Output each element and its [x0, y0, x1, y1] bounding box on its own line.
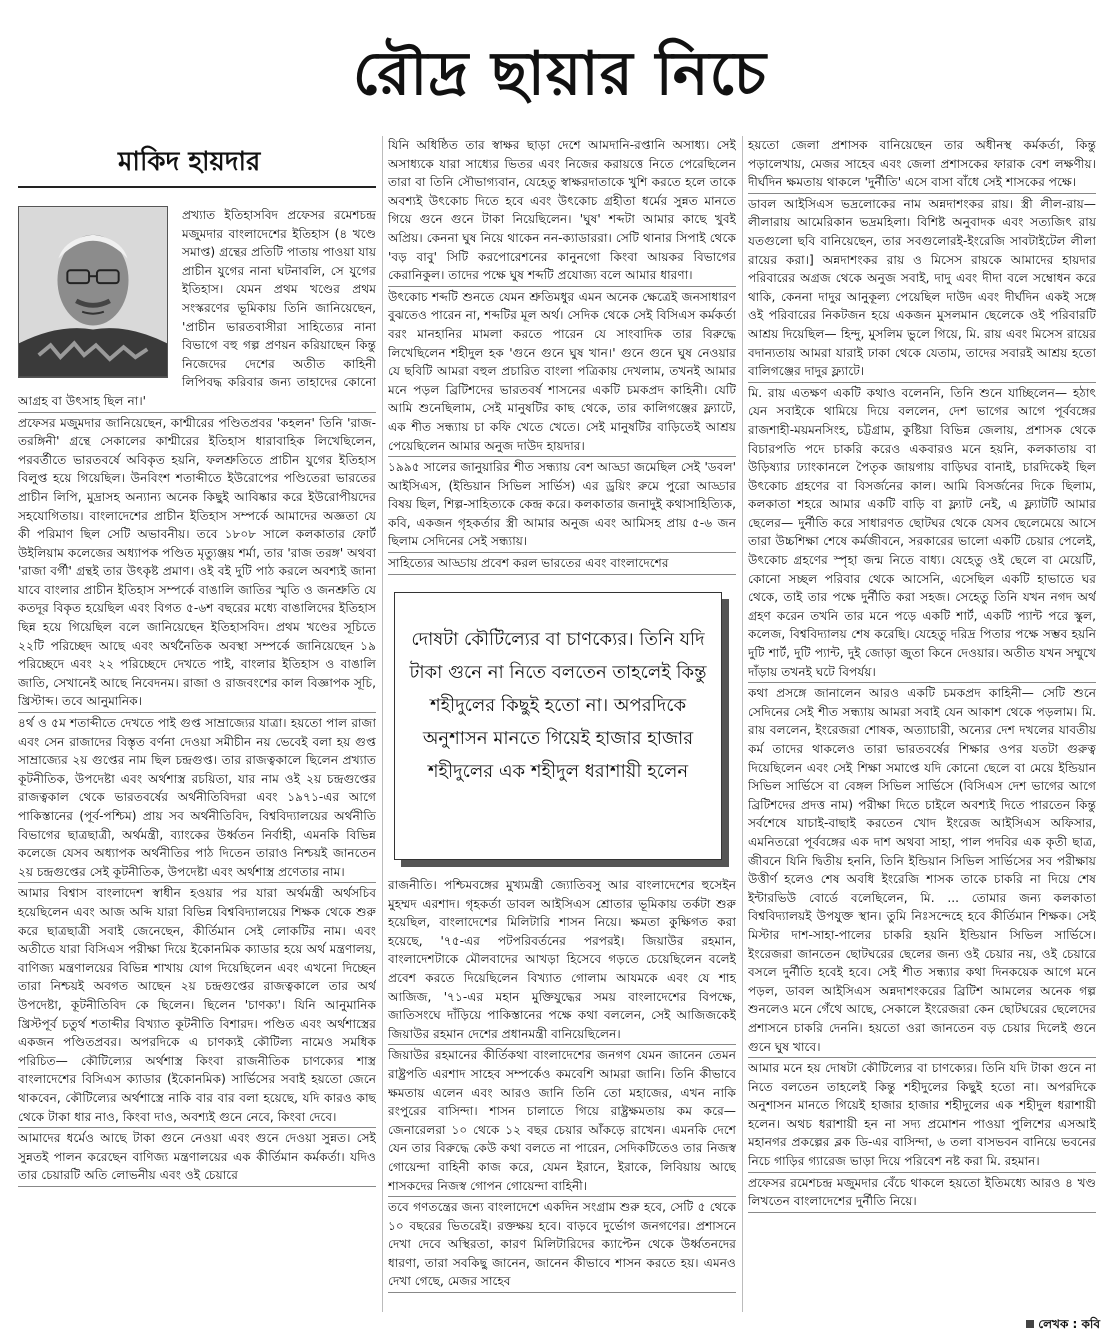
article-paragraph: আমার বিশ্বাস বাংলাদেশ স্বাধীন হওয়ার পর যারা অর্থমন্ত্রী অর্থসচিব হয়েছিলেন এবং আজ অব্দি যারা বিভিন্ন বিশ্ববিদ্যালয়ের শিক্ষক থেকে শুরু করে ছাত্রছাত্রী সবাই জেনেছেন, কীর্তিমান সেই লোকটির নাম। এবং অতীতে যারা বিসিএস পরীক্ষা দিয়ে ইকোনমিক ক্যাডার হয়ে অর্থ মন্ত্রণালয়, বাণিজ্য মন্ত্রণালয়ের বিভিন্ন শাখায় যোগ দিয়েছিলেন এবং এখনো দিচ্ছেন তারা নিশ্চয়ই অবগত আছেন ২য় চন্দ্রগুপ্তের রাজত্বকালে তার অর্থ উপদেষ্টা, কূটনীতিবিদ কে ছিলেন। ছিলেন 'চাণক্য'। যিনি আনুমানিক খ্রিস্টপূর্ব চতুর্থ শতাব্দীর বিখ্যাত কূটনীতি বিশারদ। পণ্ডিত এবং অর্থশাস্ত্রের একজন পণ্ডিতপ্রবর। অপরদিকে এ চাণক্যই কৌটিল্য নামেও সমধিক পরিচিত— কৌটিল্যের অর্থশাস্ত্র কিংবা রাজনীতিক চাণক্যের শাস্ত্র বাংলাদেশের বিসিএস ক্যাডার (ইকোনমিক) সার্ভিসের সবাই হয়তো জেনে থাকবেন, কৌটিল্যের অর্থশাস্ত্রে নাকি বার বার বলা হয়েছে, যদি কারও কাছ থেকে টাকা ধার নাও, কিংবা দাও, অবশ্যই গুনে নেবে, কিংবা দেবে।: [18, 884, 376, 1128]
column-divider: [382, 136, 383, 1312]
article-column-2-bottom: [388, 876, 736, 1310]
article-paragraph: আমাদের ধর্মেও আছে টাকা গুনে নেওয়া এবং গুনে দেওয়া সুন্নত। সেই সুন্নতই পালন করেছেন বাণিজ্য মন্ত্রণালয়ের এক কীর্তিমান কর্মকর্তা। যদিও তার চেয়ারটি অতি লোভনীয় এবং ওই চেয়ারে: [18, 1129, 376, 1187]
article-paragraph: প্রফেসর মজুমদার জানিয়েছেন, কাশ্মীরের পণ্ডিতপ্রবর 'কহলন' তিনি 'রাজ-তরঙ্গিনী' গ্রন্থে সেকালের কাশ্মীরের ইতিহাস ধারাবাহিক লিখেছিলেন, পরবর্তীতে ভারতবর্ষে অবিকৃত হয়নি, ফলশ্রুতিতে প্রাচীন যুগের ইতিহাস বিলুপ্ত হয়ে গিয়েছিল। উনবিংশ শতাব্দীতে ইউরোপের পণ্ডিতেরা ভারতের প্রাচীন লিপি, মুদ্রাসহ অন্যান্য অনেক কিছুই আবিষ্কার করে ইউরোপীয়দের সহযোগিতায়। বাংলাদেশের প্রাচীন ইতিহাস সম্পর্কে আমাদের অজ্ঞতা যে কী পরিমাণ ছিল সেটি অভাবনীয়। তবে ১৮০৮ সালে কলকাতার ফোর্ট উইলিয়াম কলেজের অধ্যাপক পণ্ডিত মৃত্যুঞ্জয় শর্মা, তার 'রাজ তরঙ্গ' অথবা 'রাজা বর্গী' গ্রন্থই তার উৎকৃষ্ট প্রমাণ। ওই বই দুটি পাঠ করলে অবশ্যই জানা যাবে বাংলার প্রাচীন ইতিহাস সম্পর্কে বাঙালি জাতির স্মৃতি ও জনশ্রুতি যে কতদূর বিকৃত হয়েছিল এবং বিগত ৫-৬শ বছরের মধ্যে বাঙালিদের ইতিহাস ছিন্ন হয়ে গিয়েছিল বলে জানিয়েছেন ইতিহাসবিদ। প্রথম খণ্ডের সূচিতে ২২টি পরিচ্ছেদ আছে এবং অর্থনৈতিক অবস্থা সম্পর্কে জানিয়েছেন ১৯ পরিচ্ছেদে এবং ২২ পরিচ্ছেদে দেখতে পাই, বাংলার ইতিহাস ও বাঙালি জাতি, সেখানেই আছে নিবেদনম। রাজা ও রাজবংশের কাল বিজ্ঞাপক সূচি, খ্রিস্টাব্দ। তবে আনুমানিক।: [18, 414, 376, 714]
article-paragraph: ৪র্থ ও ৫ম শতাব্দীতে দেখতে পাই গুপ্ত সাম্রাজ্যের যাত্রা। হয়তো পাল রাজা এবং সেন রাজাদের বিস্তৃত বর্ণনা দেওয়া সমীচীন নয় ভেবেই বলা হয় গুপ্ত সাম্রাজ্যের ২য় গুপ্তের নাম ছিল চন্দ্রগুপ্ত। তার রাজত্বকালে ছিলেন প্রখ্যাত কূটনীতিক, উপদেষ্টা এবং অর্থশাস্ত্র রচয়িতা, যার নাম ওই ২য় চন্দ্রগুপ্তের রাজত্বকাল থেকে ভারতবর্ষের অর্থনীতিবিদরা এবং ১৯৭১-এর আগে পাকিস্তানের (পূর্ব-পশ্চিম) প্রায় সব অর্থনীতিবিদ, বিশ্ববিদ্যালয়ের অর্থনীতি বিভাগের ছাত্রছাত্রী, অর্থমন্ত্রী, ব্যাংকের উর্ধ্বতন নির্বাহী, এমনকি বিভিন্ন কলেজে যেসব অধ্যাপক অর্থনীতির পাঠ দিতেন তারাও নিশ্চয়ই জানতেন ২য় চন্দ্রগুপ্তের সেই কূটনীতিক, উপদেষ্টা এবং অর্থশাস্ত্র প্রণেতার নাম।: [18, 714, 376, 883]
article-paragraph: হয়তো জেলা প্রশাসক বানিয়েছেন তার অধীনস্থ কর্মকর্তা, কিন্তু পড়ালেখায়, মেজর সাহেব এবং জেলা প্রশাসকের ফারাক বেশ লক্ষণীয়। দীর্ঘদিন ক্ষমতায় থাকলে 'দুর্নীতি' এসে বাসা বাঁধে সেই শাসকের পক্ষে।: [748, 136, 1096, 194]
article-paragraph: কথা প্রসঙ্গে জানালেন আরও একটি চমকপ্রদ কাহিনী— সেটি শুনে সেদিনের সেই শীত সন্ধ্যায় আমরা সবাই যেন আকাশ থেকে পড়লাম। মি. রায় বললেন, ইংরেজরা শোষক, অত্যাচারী, অন্যের দেশ দখলের যাবতীয় কর্ম তাদের থাকলেও তারা ভারতবর্ষের শিক্ষার ওপর যতটা গুরুত্ব দিয়েছিলেন এবং সেই শিক্ষা সমাপ্তে যদি কোনো ছেলে বা মেয়ে ইন্ডিয়ান সিভিল সার্ভিসে বা বেঙ্গল সিভিল সার্ভিসে (বিসিএস দেশ ভাগের আগে ব্রিটিশদের প্রদত্ত নাম) পরীক্ষা দিতে চাইলে অবশ্যই দিতে পারতেন কিন্তু সর্বশেষে যাচাই-বাছাই করতেন খোদ ইংরেজ আইসিএস অফিসার, এমনিতরো পূর্ববঙ্গের এক দাশ অথবা সাহা, পাল পদবির এক কৃতী ছাত্র, জীবনে যিনি দ্বিতীয় হননি, তিনি ইন্ডিয়ান সিভিল সার্ভিসের সব পরীক্ষায় উত্তীর্ণ হলেও শেষ অবধি ইংরেজি শাসক তাকে চাকরি না দিয়ে শেষ ইন্টারভিউ বোর্ডে বলেছিলেন, মি. ... তোমার জন্য কলকাতা বিশ্ববিদ্যালয়ই উপযুক্ত স্থান। তুমি নিঃসন্দেহে হবে কীর্তিমান শিক্ষক। সেই মিস্টার দাশ-সাহা-পালের চাকরি হয়নি ইন্ডিয়ান সিভিল সার্ভিসে। ইংরেজরা জানতেন ছোটঘরের ছেলের জন্য ওই চেয়ার নয়, ওই চেয়ারে বসলে দুর্নীতি হবেই হবে। সেই শীত সন্ধ্যার কথা দিনকয়েক আগে মনে পড়ল, ডাবল আইসিএস অন্নদাশংকরের ব্রিটিশ আমলের অনেক গল্প শুনলেও মনে গেঁথে আছে, সেকালে ইংরেজরা কেন ছোটঘরের ছেলেদের প্রশাসনে চাকরি দেননি। হয়তো ওরা জানতেন বড় চেয়ার দিলেই গুনে গুনে ঘুষ খাবে।: [748, 684, 1096, 1058]
byline-divider: [18, 186, 376, 188]
article-paragraph: সাহিত্যের আড্ডায় প্রবেশ করল ভারতের এবং বাংলাদেশের: [388, 554, 736, 575]
article-paragraph: ১৯৯৫ সালের জানুয়ারির শীত সন্ধ্যায় বেশ আড্ডা জমেছিল সেই 'ডবল' আইসিএস, (ইন্ডিয়ান সিভিল সার্ভিস) এর ড্রয়িং রুমে পুরো আড্ডার বিষয় ছিল, শিল্প-সাহিত্যকে কেন্দ্র করে। কলকাতার জনাদুই কথাসাহিত্যিক, কবি, একজন গৃহকর্তার স্ত্রী আমার অনুজ এবং আমিসহ প্রায় ৫-৬ জন ছিলাম সেদিনের সেই সন্ধ্যায়।: [388, 458, 736, 553]
author-portrait-image: [19, 207, 167, 377]
article-paragraph: তবে গণতন্ত্রের জন্য বাংলাদেশে একদিন সংগ্রাম শুরু হবে, সেটি ৫ থেকে ১০ বছরের ভিতরেই। রক্তক্ষয় হবে। বাড়বে দুর্ভোগ জনগণের। প্রশাসনে দেখা দেবে অস্থিরতা, কারণ মিলিটারিদের ক্যাপ্টেন থেকে উর্ধ্বতনদের ধারণা, তারা সবকিছু জানেন, জানেন কীভাবে শাসন করতে হয়। এমনও দেখা গেছে, মেজর সাহেব: [388, 1198, 736, 1293]
author-portrait: [18, 206, 168, 378]
article-paragraph: ডাবল আইসিএস ভদ্রলোকের নাম অন্নদাশংকর রায়। স্ত্রী লীল-রায়— লীলারায় আমেরিকান ভদ্রমহিলা। বিশিষ্ট অনুবাদক এবং সত্যজিৎ রায় যতগুলো ছবি বানিয়েছেন, তার সবগুলোরই-ইংরেজি সাবটাইটেল লীলা রায়ের করা।] অন্নদাশংকর রায় ও মিসেস রায়কে আমাদের হায়দার পরিবারের অগ্রজ থেকে অনুজ সবাই, দাদু এবং দীদা বলে সম্বোধন করে থাকি, কেননা দাদুর আনুকূল্য পেয়েছিল দাউদ এবং দীর্ঘদিন একই সঙ্গে ওই পরিবারের নিকটজন হয়ে একজন মুসলমান ছেলেকে ওই পরিবারটি আশ্রয় দিয়েছিল— হিন্দু, মুসলিম ভুলে গিয়ে, মি. রায় এবং মিসেস রায়ের বদান্যতায় আমরা যারাই ঢাকা থেকে যেতাম, তাদের সবারই আশ্রয় হতো বালিগঞ্জের দাদুর ফ্ল্যাটে।: [748, 195, 1096, 383]
square-bullet-icon: [1026, 1320, 1034, 1328]
article-paragraph: উৎকোচ শব্দটি শুনতে যেমন শ্রুতিমধুর এমন অনেক ক্ষেত্রেই জনসাধারণ বুঝতেও পারেন না, শব্দটির মূল অর্থ। সেদিক থেকে সেই বিসিএস কর্মকর্তা বরং মানহানির মামলা করতে পারেন যে সাংবাদিক তার বিরুদ্ধে লিখেছিলেন শহীদুল হক 'গুনে গুনে ঘুষ খান।' গুনে গুনে ঘুষ নেওয়ার যে ছবিটি আমরা বহুল প্রচারিত বাংলা পত্রিকায় দেখলাম, তখনই আমার মনে পড়ল ব্রিটিশদের ভারতবর্ষ শাসনের একটি চমকপ্রদ কাহিনী। যেটি আমি শুনেছিলাম, সেই মানুষটির কাছ থেকে, তার কালিগঞ্জের ফ্ল্যাটে, এক শীত সন্ধ্যায় চা কফি খেতে খেতে। সেই মানুষটির বাড়িতেই আশ্রয় পেয়েছিলেন আমার অনুজ দাউদ হায়দার।: [388, 288, 736, 457]
article-column-3: [748, 136, 1096, 1310]
article-column-2-top: [388, 136, 736, 586]
author-credit: [996, 1316, 1100, 1336]
pull-quote-text: দোষটা কৌটিল্যের বা চাণক্যের। তিনি যদি টাকা গুনে না নিতে বলতেন তাহলেই কিন্তু শহীদুলের কিছুই হতো না। অপরদিকে অনুশাসন মানতে গিয়েই হাজার হাজার শহীদুলের এক শহীদুল ধরাশায়ী হলেন: [409, 629, 707, 782]
article-paragraph: জিয়াউর রহমানের কীর্তিকথা বাংলাদেশের জনগণ যেমন জানেন তেমন রাষ্ট্রপতি এরশাদ সাহেব সম্পর্কেও কমবেশি আমরা জানি। তিনি কীভাবে ক্ষমতায় এলেন এবং আরও জানি তিনি তো মহাজের, এখন নাকি রংপুরের বাসিন্দা। শাসন চালাতে গিয়ে রাষ্ট্রক্ষমতায় কম করে— জেনারেলরা ১০ থেকে ১২ বছর চেয়ার আঁকড়ে রাখেন। এমনকি দেশে যেন তার বিরুদ্ধে কেউ কথা বলতে না পারেন, সেদিকটিতেও তার নিজস্ব গোয়েন্দা বাহিনী কাজ করে, যেমন ইরানে, ইরাকে, লিবিয়ায় আছে শাসকদের নিজস্ব গোপন গোয়েন্দা বাহিনী।: [388, 1046, 736, 1197]
article-headline: রৌদ্র ছায়ার নিচে: [352, 39, 768, 109]
author-credit-text: লেখক : কবি: [1038, 1317, 1100, 1331]
article-paragraph: মি. রায় এতক্ষণ একটি কথাও বলেননি, তিনি শুনে যাচ্ছিলেন— হঠাৎ যেন সবাইকে থামিয়ে দিয়ে বললেন, দেশ ভাগের আগে পূর্ববঙ্গের রাজশাহী-ময়মনসিংহ, চট্টগ্রাম, কুষ্টিয়া বিভিন্ন জেলায়, প্রশাসক থেকে বিচারপতি পদে চাকরি করেও একবারও মনে হয়নি, কলকাতায় বা উড়িষ্যার ঢ্যাংকানলে পৈতৃক জায়গায় বাড়িঘর বানাই, চারদিকেই ছিল উৎকোচ গ্রহণের বা বিসর্জনের কাল। আমি বিসর্জনের দিকে ছিলাম, কলকাতা শহরে আমার একটি বাড়ি বা ফ্ল্যাট নেই, এ ফ্ল্যাটটি আমার ছেলের— দুর্নীতি করে সাধারণত ছোটঘর থেকে যেসব ছেলেমেয়ে আসে তারা উচ্চশিক্ষা শেষে কর্মজীবনে, সরকারের ভালো একটি চেয়ার পেলেই, উৎকোচ গ্রহণের স্পৃহা জন্ম নিতে বাধ্য। যেহেতু ওই ছেলে বা মেয়েটি, কোনো সচ্ছল পরিবার থেকে আসেনি, এসেছিল একটি হাভাতে ঘর থেকে, তাই তার পক্ষে দুর্নীতি করা সহজ। সেহেতু তিনি যখন নগদ অর্থ গ্রহণ করেন তখনি তার মনে পড়ে একটি শার্ট, একটি প্যান্ট পরে স্কুল, কলেজ, বিশ্ববিদ্যালয় শেষ করেছি। যেহেতু দরিদ্র পিতার পক্ষে সম্ভব হয়নি দুটি শার্ট, দুটি প্যান্ট, দুই জোড়া জুতা কিনে দেওয়ার। অতীত যখন সম্মুখে দাঁড়ায় তখনই ঘটে বিপর্যয়।: [748, 384, 1096, 684]
article-column-1: [18, 206, 376, 1310]
article-paragraph: রাজনীতি। পশ্চিমবঙ্গের মুখ্যমন্ত্রী জ্যোতিবসু আর বাংলাদেশের হুসেইন মুহম্মদ এরশাদ। গৃহকর্তা ডাবল আইসিএস শ্রোতার ভূমিকায় তর্কটা শুরু হয়েছিল, বাংলাদেশের মিলিটারি শাসন নিয়ে। ক্ষমতা কুক্ষিগত করা হয়েছে, '৭৫-এর পটপরিবর্তনের পরপরই। জিয়াউর রহমান, বাংলাদেশটাকে মৌলবাদের আখড়া হিসেবে গড়তে চেয়েছিলেন বলেই প্রবেশ করতে দিয়েছিলেন বিখ্যাত গোলাম আযমকে এবং যে শাহ আজিজ, '৭১-এর মহান মুক্তিযুদ্ধের সময় বাংলাদেশের বিপক্ষে, জাতিসংঘে দাঁড়িয়ে পাকিস্তানের পক্ষে কথা বললেন, সেই আজিজকেই জিয়াউর রহমান দেশের প্রধানমন্ত্রী বানিয়েছিলেন।: [388, 876, 736, 1045]
article-paragraph: প্রফেসর রমেশচন্দ্র মজুমদার বেঁচে থাকলে হয়তো ইতিমধ্যে আরও ৪ খণ্ড লিখতেন বাংলাদেশের দুর্নীতি নিয়ে।: [748, 1174, 1096, 1213]
author-byline: মাকিদ হায়দার: [118, 147, 261, 177]
pull-quote-box: [394, 592, 722, 860]
article-paragraph: আমার মনে হয় দোষটা কৌটিল্যের বা চাণক্যের। তিনি যদি টাকা গুনে না নিতে বলতেন তাহলেই কিন্তু শহীদুলের কিছুই হতো না। অপরদিকে অনুশাসন মানতে গিয়েই হাজার হাজার শহীদুলের এক শহীদুল ধরাশায়ী হলেন। অথচ ধরাশায়ী হন না সদ্য প্রমোশন পাওয়া পুলিশের এসআই মহানগর প্রকল্পের ব্লক ডি-এর বাসিন্দা, ৬ তলা বাসভবন বানিয়ে ভবনের নিচে গাড়ির গ্যারেজ ভাড়া দিয়ে পরিবেশ নষ্ট করা মি. রহমান।: [748, 1059, 1096, 1173]
article-paragraph: প্রখ্যাত ইতিহাসবিদ প্রফেসর রমেশচন্দ্র মজুমদার বাংলাদেশের ইতিহাস (৪ খণ্ডে সমাপ্ত) গ্রন্থের প্রতিটি পাতায় পাওয়া যায় প্রাচীন যুগের নানা ঘটনাবলি, সে যুগের ইতিহাস। যেমন প্রথম খণ্ডের প্রথম সংস্করণের ভূমিকায় তিনি জানিয়েছেন, 'প্রাচীন ভারতবাসীরা সাহিত্যের নানা বিভাগে বহু গল্প প্রণয়ন করিয়াছেন কিন্তু নিজেদের দেশের অতীত কাহিনী লিপিবদ্ধ করিবার জন্য তাহাদের কোনো আগ্রহ বা উৎসাহ ছিল না।': [18, 206, 376, 413]
article-paragraph: যিনি অধিষ্ঠিত তার স্বাক্ষর ছাড়া দেশে আমদানি-রপ্তানি অসাধ্য। সেই অসাধ্যকে যারা সাধ্যের ভিতর এবং নিজের করায়ত্তে নিতে পেরেছিলেন তারা বা তিনি সৌভাগ্যবান, যেহেতু স্বাক্ষরদাতাকে খুশি করতে হলে তাকে অবশ্যই উৎকোচ দিতে হবে এবং উৎকোচ গ্রহীতা ধর্মের সুন্নত মানতে গিয়ে গুনে গুনে টাকা নিয়েছিলেন। 'ঘুষ' শব্দটা আমার কাছে খুবই অপ্রিয়। কেননা ঘুষ নিয়ে থাকেন নন-ক্যাডাররা। সেটি থানার সিপাই থেকে 'বড় বাবু' সিটি করপোরেশনের কানুনগো কিংবা আয়কর বিভাগের কেরানিকুল। তাদের পক্ষে ঘুষ শব্দটি প্রযোজ্য বলে আমার ধারণা।: [388, 136, 736, 287]
column-divider: [742, 136, 743, 1312]
